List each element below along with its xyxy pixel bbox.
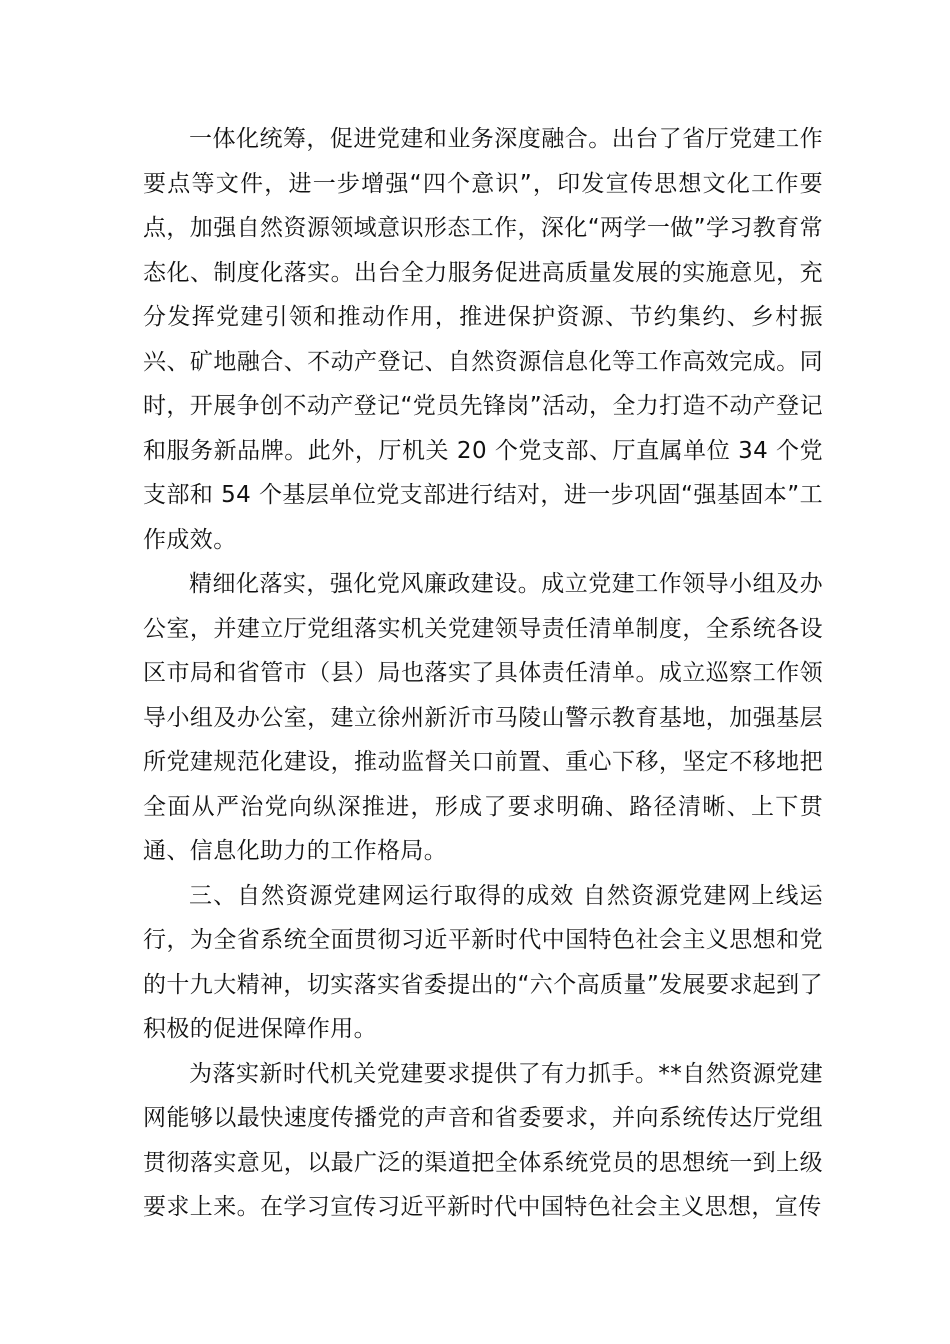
document-body [143, 117, 823, 1230]
paragraph-section-three: 三、自然资源党建网运行取得的成效 自然资源党建网上线运行，为全省系统全面贯彻习近平新时代中国特色社会主义思想和党的十九大精神，切实落实省委提出的“六个高质量”发展要求起到了积极的促进保障作用。 [143, 882, 823, 1042]
paragraph-discipline: 精细化落实，强化党风廉政建设。成立党建工作领导小组及办公室，并建立厅党组落实机关党建领导责任清单制度，全系统各设区市局和省管市（县）局也落实了具体责任清单。成立巡察工作领导小组及办公室，建立徐州新沂市马陵山警示教育基地，加强基层所党建规范化建设，推动监督关口前置、重心下移，坚定不移地把全面从严治党向纵深推进，形成了要求明确、路径清晰、上下贯通、信息化助力的工作格局。 [143, 571, 823, 864]
paragraph-party-building: 为落实新时代机关党建要求提供了有力抓手。**自然资源党建网能够以最快速度传播党的声音和省委要求，并向系统传达厅党组贯彻落实意见，以最广泛的渠道把全体系统党员的思想统一到上级要求上来。在学习宣传习近平新时代中国特色社会主义思想，宣传 [143, 1060, 823, 1220]
paragraph-integration: 一体化统筹，促进党建和业务深度融合。出台了省厅党建工作要点等文件，进一步增强“四个意识”，印发宣传思想文化工作要点，加强自然资源领域意识形态工作，深化“两学一做”学习教育常态化、制度化落实。出台全力服务促进高质量发展的实施意见，充分发挥党建引领和推动作用，推进保护资源、节约集约、乡村振兴、矿地融合、不动产登记、自然资源信息化等工作高效完成。同时，开展争创不动产登记“党员先锋岗”活动，全力打造不动产登记和服务新品牌。此外，厅机关 20 个党支部、厅直属单位 34 个党支部和 54 个基层单位党支部进行结对，进一步巩固“强基固本”工作成效。 [143, 126, 823, 553]
